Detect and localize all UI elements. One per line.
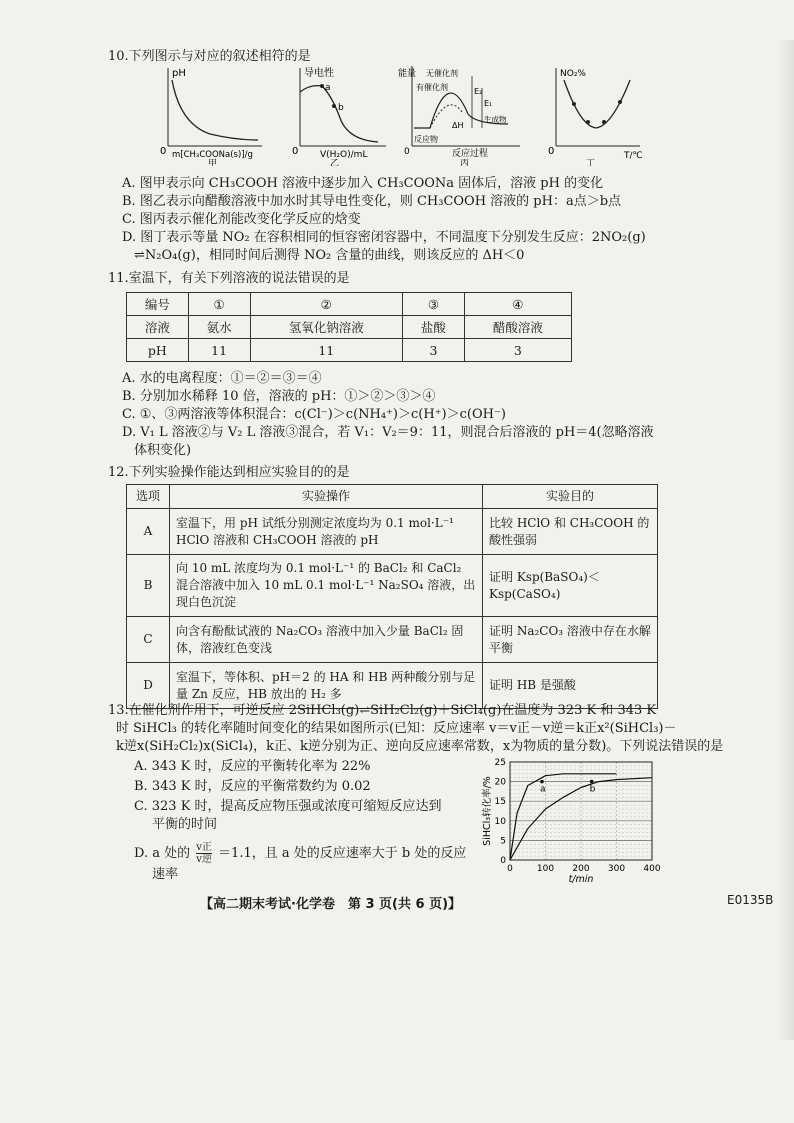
table-row	[127, 316, 572, 339]
table-cell: D	[127, 663, 170, 709]
table-cell: 盐酸	[403, 316, 465, 339]
fig-jia-caption: 甲	[208, 159, 218, 166]
table-cell: 11	[250, 339, 403, 362]
q13-option-c-line1: C. 323 K 时，提高反应物压强或浓度可缩短反应达到	[134, 799, 442, 814]
table-cell: 溶液	[127, 316, 189, 339]
q11-option-b: B. 分别加水稀释 10 倍，溶液的 pH：①＞②＞③＞④	[122, 389, 436, 404]
table-header-cell: 实验操作	[170, 485, 483, 509]
q10-figure-yi	[282, 66, 392, 170]
chart-point	[540, 780, 544, 784]
chart-ylabel: SiHCl₃转化率/%	[482, 776, 493, 846]
page-edge-shadow	[778, 40, 794, 1040]
fig-bing-e2: E₂	[474, 87, 483, 96]
chart-ticks	[495, 758, 661, 874]
fig-yi-ylabel: 导电性	[304, 68, 334, 79]
table-row	[127, 293, 572, 316]
fig-bing-caption: 丙	[460, 159, 470, 166]
chart-x-tick-label: 400	[643, 864, 661, 874]
q10-figure-bing	[396, 62, 526, 170]
fig-yi-origin: 0	[292, 146, 299, 157]
fig-yi-point-a: a	[325, 83, 331, 93]
table-header-cell: 实验目的	[483, 485, 658, 509]
fig-yi-point-b: b	[338, 103, 344, 113]
q12-table	[126, 484, 658, 709]
fig-bing-cat: 有催化剂	[416, 83, 448, 92]
q10-option-d-line1: D. 图丁表示等量 NO₂ 在容积相同的恒容密闭容器中，不同温度下分别发生反应：2NO₂(g)	[122, 230, 646, 245]
fig-jia-origin: 0	[160, 146, 167, 157]
q13-option-b: B. 343 K 时，反应的平衡常数约为 0.02	[134, 779, 371, 794]
chart-x-tick-label: 300	[607, 864, 626, 874]
chart-y-tick-label: 5	[500, 836, 506, 847]
chart-x-tick-label: 0	[507, 864, 513, 874]
q13-option-d-line1	[134, 842, 466, 865]
page-footer: 【高二期末考试·化学卷 第 3 页(共 6 页)】	[200, 897, 462, 912]
fig-bing-product: 生成物	[484, 115, 507, 124]
q11-stem: 11.室温下，有关下列溶液的说法错误的是	[108, 271, 350, 286]
table-cell: 室温下，等体积、pH＝2 的 HA 和 HB 两种酸分别与足量 Zn 反应，HB 放出的 H₂ 多	[170, 663, 483, 709]
table-cell: 3	[403, 339, 465, 362]
table-cell: ①	[188, 293, 250, 316]
paper-code: E0135B	[727, 893, 774, 907]
q10-figure-ding	[540, 66, 650, 170]
table-cell: 氢氧化钠溶液	[250, 316, 403, 339]
table-header-cell: 选项	[127, 485, 170, 509]
fig-ding-ylabel: NO₂%	[560, 69, 586, 79]
table-cell: 11	[188, 339, 250, 362]
fig-bing-no-cat: 无催化剂	[426, 69, 458, 78]
chart-point-label: a	[539, 784, 546, 795]
fig-bing-xlabel: 反应过程	[452, 149, 489, 159]
q12-stem: 12.下列实验操作能达到相应实验目的的是	[108, 465, 350, 480]
table-row	[127, 339, 572, 362]
q13-option-d-suffix: ＝1.1，且 a 处的反应速率大于 b 处的反应	[218, 846, 467, 861]
chart-x-tick-label: 100	[536, 864, 555, 874]
q10-figure-jia	[150, 66, 270, 170]
chart-y-tick-label: 20	[494, 777, 506, 788]
chart-y-tick-label: 15	[494, 797, 506, 808]
table-cell: 氨水	[188, 316, 250, 339]
fig-bing-dh: ΔH	[452, 121, 464, 130]
table-cell: 3	[464, 339, 571, 362]
q13-rate-fraction	[196, 842, 212, 865]
table-row	[127, 617, 658, 663]
table-row	[127, 555, 658, 617]
table-cell: 证明 Na₂CO₃ 溶液中存在水解平衡	[483, 617, 658, 663]
table-cell: 证明 HB 是强酸	[483, 663, 658, 709]
q13-rate-denominator: v逆	[196, 854, 212, 865]
q13-option-d-line2: 速率	[152, 867, 179, 882]
fig-ding-origin: 0	[548, 146, 555, 157]
q13-option-c-line2: 平衡的时间	[152, 817, 218, 832]
fig-yi-caption: 乙	[330, 159, 340, 166]
q13-option-a: A. 343 K 时，反应的平衡转化率为 22%	[134, 759, 371, 774]
table-cell: C	[127, 617, 170, 663]
chart-annotations	[540, 780, 596, 795]
q11-option-c: C. ①、③两溶液等体积混合：c(Cl⁻)＞c(NH₄⁺)＞c(H⁺)＞c(OH⁻)	[122, 407, 506, 422]
chart-y-tick-label: 10	[494, 816, 506, 827]
chart-point-label: b	[589, 784, 596, 795]
chart-point	[590, 780, 594, 784]
table-row	[127, 485, 658, 509]
table-cell: B	[127, 555, 170, 617]
table-cell: ②	[250, 293, 403, 316]
fig-bing-reactant: 反应物	[414, 135, 438, 144]
fig-bing-ylabel: 能量	[398, 69, 417, 79]
q13-stem-line3: k逆x(SiH₂Cl₂)x(SiCl₄)，k正、k逆分别为正、逆向反应速率常数，x为物质的量分数)。下列说法错误的是	[116, 739, 724, 754]
q11-option-a: A. 水的电离程度：①＝②＝③＝④	[122, 371, 322, 386]
table-row	[127, 509, 658, 555]
fig-ding-xlabel: T/℃	[624, 151, 643, 161]
table-cell: 向含有酚酞试液的 Na₂CO₃ 溶液中加入少量 BaCl₂ 固体，溶液红色变浅	[170, 617, 483, 663]
q13-stem-line1: 13.在催化剂作用下，可逆反应 2SiHCl₃(g)⇌SiH₂Cl₂(g)＋SiCl₄(g)在温度为 323 K 和 343 K	[108, 703, 657, 718]
chart-y-tick-label: 25	[494, 758, 506, 768]
table-cell: 室温下，用 pH 试纸分别测定浓度均为 0.1 mol·L⁻¹ HClO 溶液和 CH₃COOH 溶液的 pH	[170, 509, 483, 555]
table-cell: 醋酸溶液	[464, 316, 571, 339]
q13-conversion-chart	[480, 756, 670, 888]
table-cell: ④	[464, 293, 571, 316]
q10-option-b: B. 图乙表示向醋酸溶液中加水时其导电性变化，则 CH₃COOH 溶液的 pH：a点＞b点	[122, 194, 622, 209]
chart-y-tick-label: 0	[500, 856, 506, 866]
q10-option-a: A. 图甲表示向 CH₃COOH 溶液中逐步加入 CH₃COONa 固体后，溶液 pH 的变化	[122, 176, 604, 191]
fig-ding-caption: 丁	[586, 159, 596, 166]
fig-jia-xlabel: m[CH₃COONa(s)]/g	[172, 150, 253, 160]
table-cell: 证明 Ksp(BaSO₄)＜Ksp(CaSO₄)	[483, 555, 658, 617]
chart-x-tick-label: 200	[572, 864, 590, 874]
chart-gridlines	[510, 762, 652, 860]
q10-option-c: C. 图丙表示催化剂能改变化学反应的焓变	[122, 212, 361, 227]
fig-bing-origin: 0	[404, 147, 410, 157]
q13-rate-numerator: v正	[196, 842, 212, 853]
q11-option-d-line2: 体积变化)	[134, 443, 192, 458]
q10-option-d-line2: ⇌N₂O₄(g)，相同时间后测得 NO₂ 含量的曲线，则该反应的 ΔH＜0	[134, 248, 525, 263]
fig-bing-e1: E₁	[484, 99, 493, 108]
table-cell: 编号	[127, 293, 189, 316]
fig-yi-xlabel: V(H₂O)/mL	[320, 150, 368, 160]
table-cell: 向 10 mL 浓度均为 0.1 mol·L⁻¹ 的 BaCl₂ 和 CaCl₂ 混合溶液中加入 10 mL 0.1 mol·L⁻¹ Na₂SO₄ 溶液，出现白色沉淀	[170, 555, 483, 617]
fig-jia-ylabel: pH	[172, 68, 186, 79]
table-cell: pH	[127, 339, 189, 362]
chart-xlabel: t/min	[568, 874, 594, 884]
table-cell: A	[127, 509, 170, 555]
q11-table	[126, 292, 572, 362]
q13-option-d-prefix: D. a 处的	[134, 846, 191, 861]
table-cell: 比较 HClO 和 CH₃COOH 的酸性强弱	[483, 509, 658, 555]
q11-option-d-line1: D. V₁ L 溶液②与 V₂ L 溶液③混合，若 V₁：V₂＝9：11，则混合后溶液的 pH＝4(忽略溶液	[122, 425, 654, 440]
q13-stem-line2: 时 SiHCl₃ 的转化率随时间变化的结果如图所示(已知：反应速率 v＝v正－v逆＝k正x²(SiHCl₃)－	[116, 721, 677, 736]
q10-stem: 10.下列图示与对应的叙述相符的是	[108, 49, 311, 64]
table-cell: ③	[403, 293, 465, 316]
